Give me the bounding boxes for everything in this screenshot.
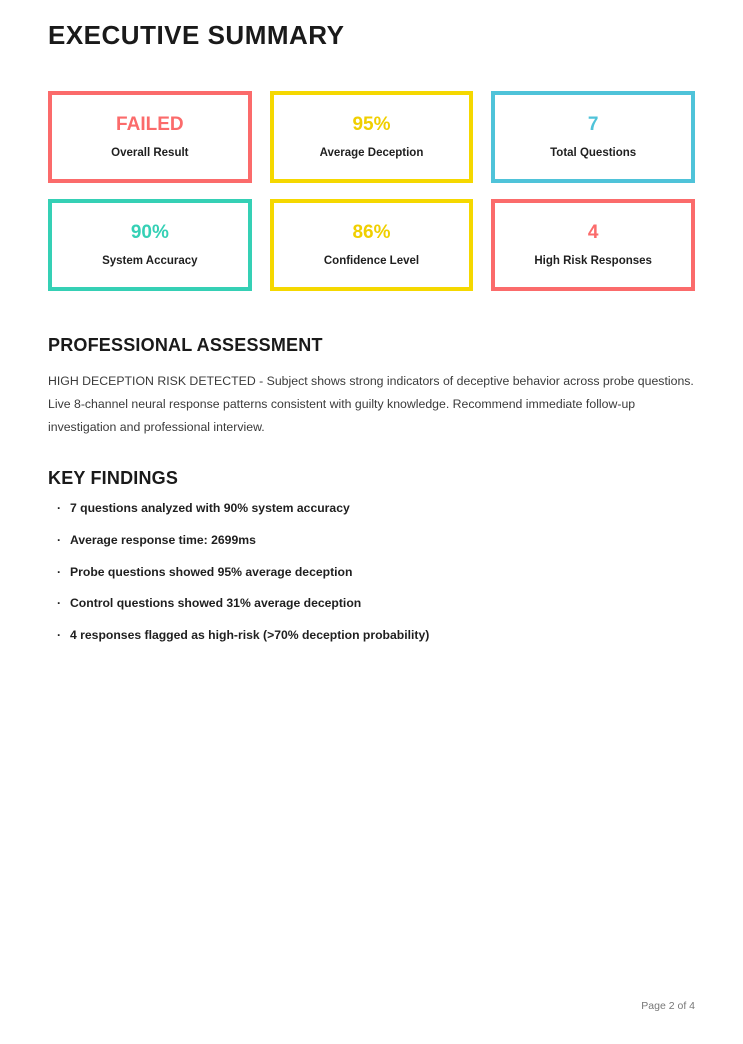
metric-card-label: High Risk Responses [534, 254, 652, 267]
metric-card-value: 7 [587, 113, 599, 135]
list-item [48, 501, 695, 516]
list-item [48, 565, 695, 580]
metric-card-label: Overall Result [111, 146, 189, 159]
list-item-text: Average response time: 2699ms [70, 533, 256, 548]
list-item [48, 628, 695, 643]
professional-assessment-heading: PROFESSIONAL ASSESSMENT [48, 335, 323, 356]
metric-card-value: 86% [352, 221, 391, 243]
key-findings-heading: KEY FINDINGS [48, 468, 179, 489]
list-item-text: 4 responses flagged as high-risk (>70% deception probability) [70, 627, 430, 642]
bullet-icon: · [57, 501, 62, 516]
metric-card-value: 4 [587, 221, 599, 243]
metric-card-value: 95% [352, 113, 391, 135]
list-item-text: 7 questions analyzed with 90% system accuracy [70, 501, 350, 516]
metric-card-confidence-level [270, 199, 474, 291]
bullet-icon: · [57, 627, 62, 642]
key-findings-list [48, 501, 695, 642]
list-item [48, 533, 695, 548]
metric-cards-grid [48, 91, 695, 291]
list-item-text: Probe questions showed 95% average deception [70, 564, 353, 579]
metric-card-value: FAILED [116, 113, 184, 135]
metric-card-label: Confidence Level [323, 254, 420, 267]
list-item [48, 596, 695, 611]
bullet-icon: · [57, 564, 62, 579]
professional-assessment-section [48, 335, 695, 438]
metric-card-label: Total Questions [550, 146, 637, 159]
metric-card-label: Average Deception [319, 146, 424, 159]
page-title: EXECUTIVE SUMMARY [48, 20, 345, 50]
professional-assessment-body: HIGH DECEPTION RISK DETECTED - Subject shows strong indicators of deceptive behavior across probe questions. Live 8-channel neural response patterns consistent with guilty knowledge. Recommend immediate follow-up investigation and professional interview. [48, 374, 694, 434]
key-findings-section [48, 468, 695, 642]
metric-card-value: 90% [130, 221, 169, 243]
page-footer: Page 2 of 4 [641, 1000, 695, 1012]
metric-card-average-deception [270, 91, 474, 183]
metric-card-label: System Accuracy [102, 254, 198, 267]
list-item-text: Control questions showed 31% average deception [70, 596, 362, 611]
bullet-icon: · [57, 596, 62, 611]
bullet-icon: · [57, 533, 62, 548]
metric-card-system-accuracy [48, 199, 252, 291]
metric-card-total-questions [491, 91, 695, 183]
metric-card-overall-result [48, 91, 252, 183]
metric-card-high-risk-responses [491, 199, 695, 291]
